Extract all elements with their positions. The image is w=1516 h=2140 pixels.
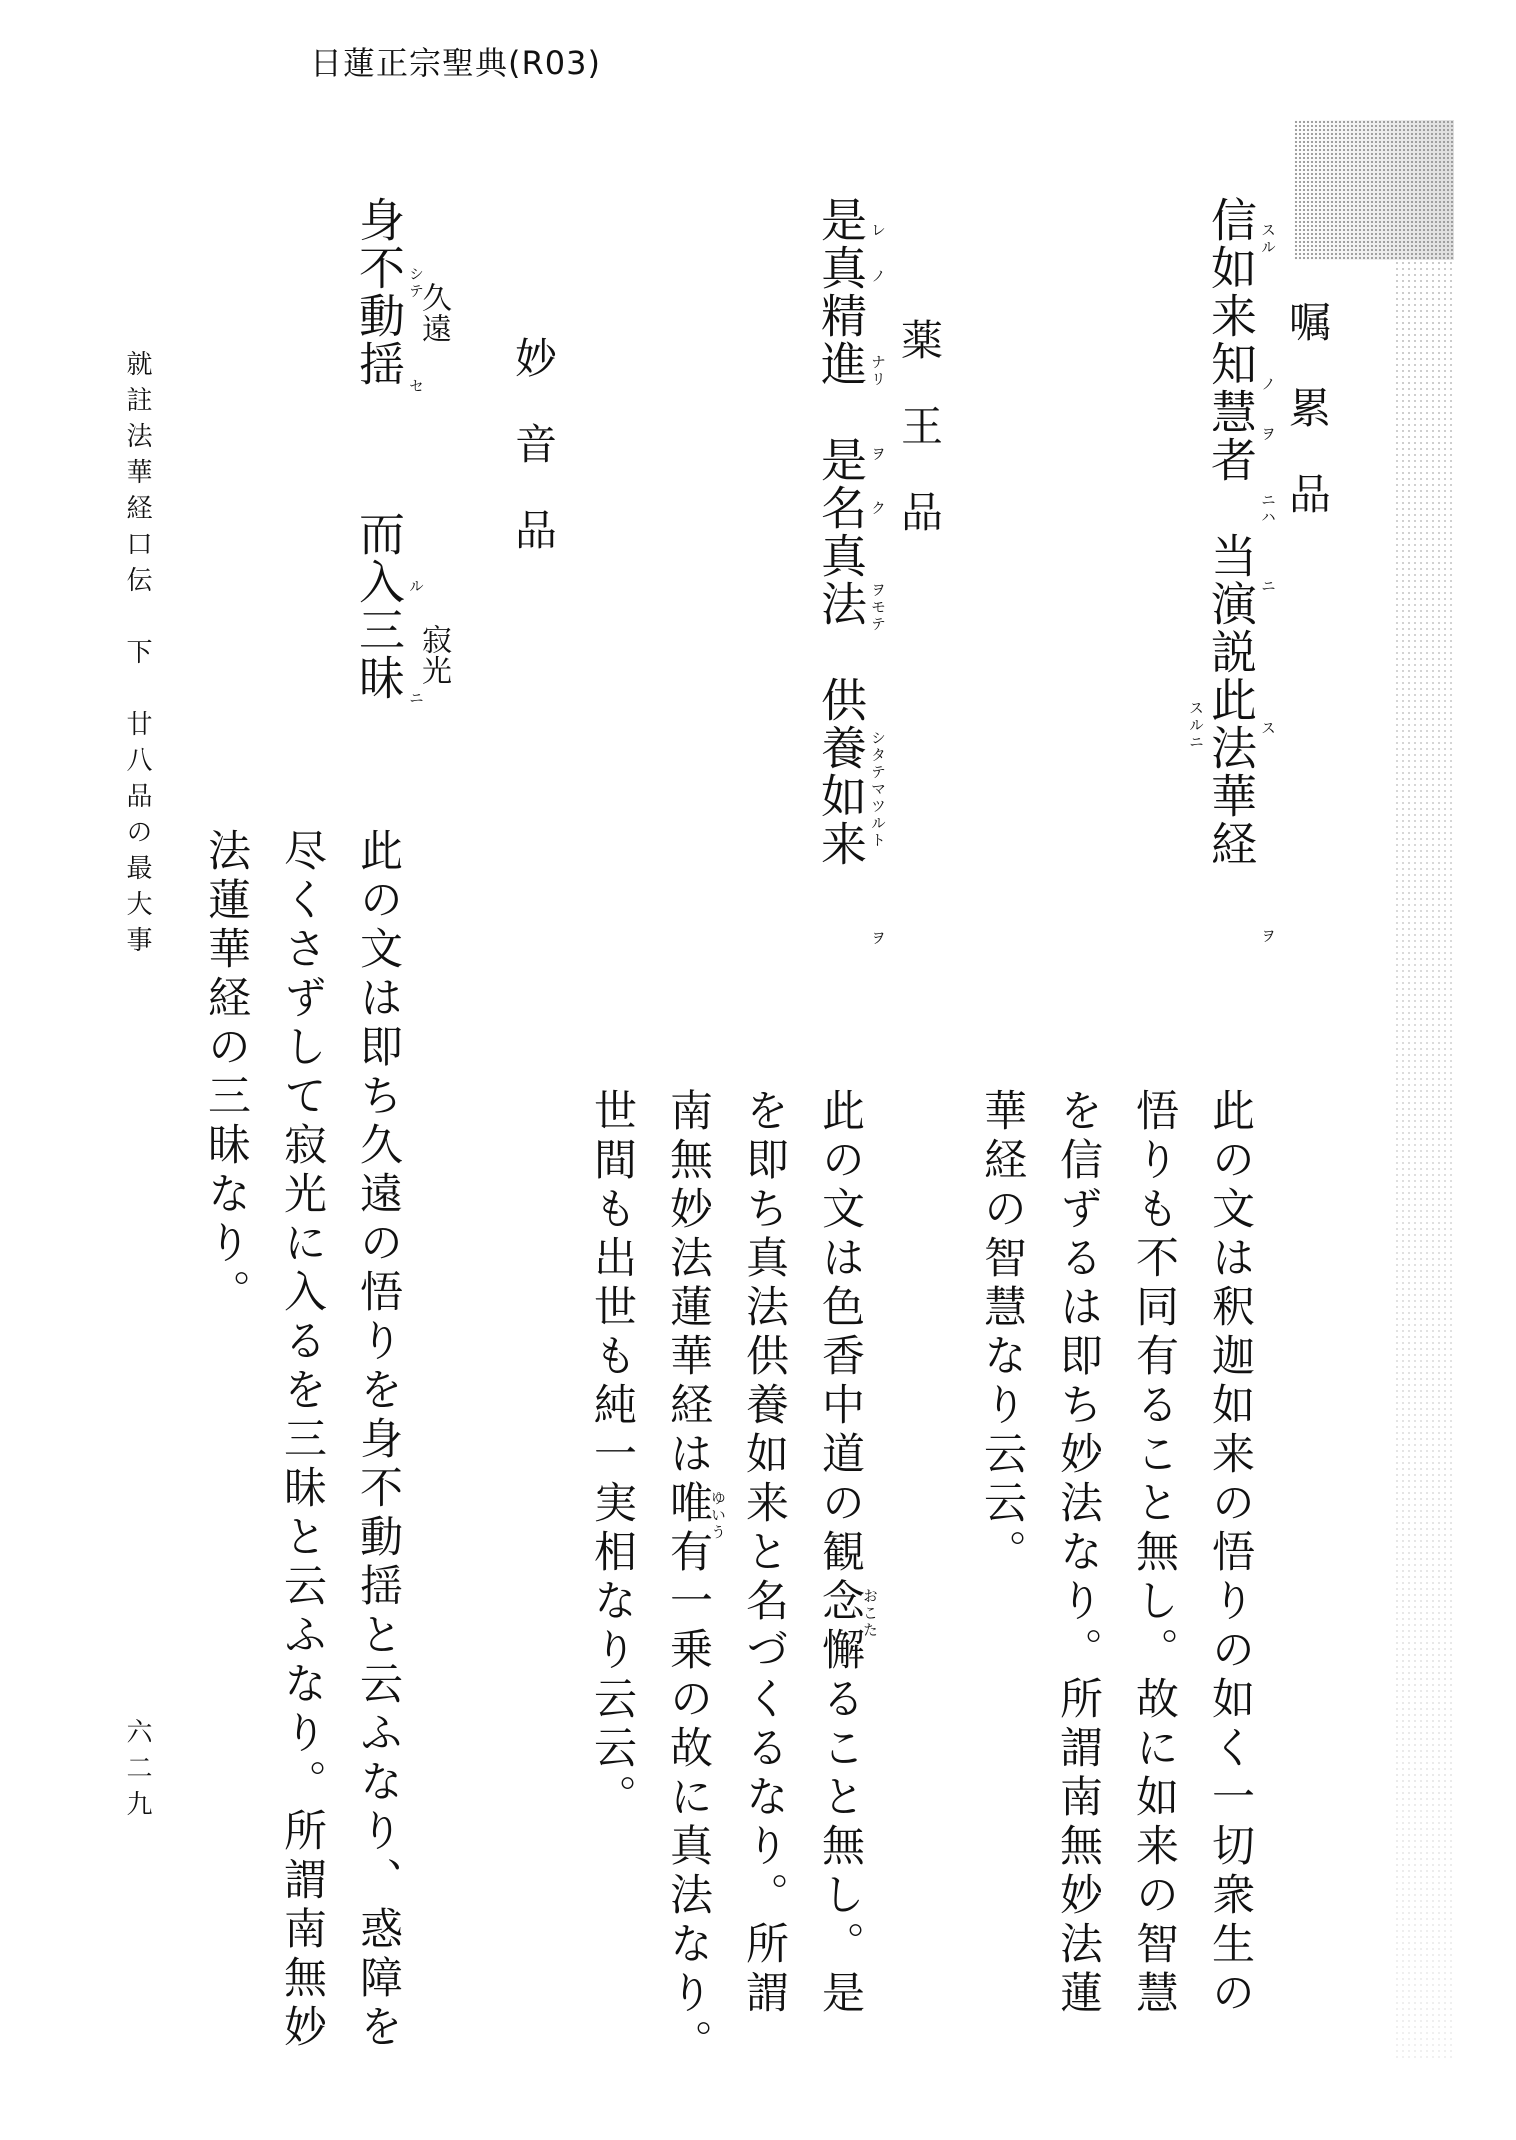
- kunten-zokurui-8: ヲ: [1259, 928, 1277, 945]
- page-number: 六二九: [122, 1718, 152, 1826]
- commentary-yakuo-line-4: 世間も出世も純一実相なり云云。: [587, 1088, 637, 1823]
- kunten-yakuo-2: ノ: [869, 268, 887, 285]
- kunten-zokurui-5: ニ: [1259, 578, 1277, 595]
- kunten-zokurui-1: スル: [1259, 222, 1277, 256]
- commentary-zokurui-line-3: を信ずるは即ち妙法なり。所謂南無妙法蓮: [1053, 1088, 1103, 2019]
- kunten-yakuo-7: シタテマツルト: [869, 730, 887, 849]
- commentary-yakuo-line-3: 南無妙法蓮華経は唯有一乗の故に真法なり。: [663, 1088, 713, 2068]
- kunten-yakuo-8: ヲ: [869, 930, 887, 947]
- commentary-zokurui-line-4: 華経の智慧なり云云。: [977, 1088, 1027, 1578]
- kunten-zokurui-4: ニハ: [1259, 492, 1277, 526]
- section-heading-zokurui: 嘱累品: [1283, 300, 1332, 558]
- commentary-zokurui-line-1: 此の文は釈迦如来の悟りの如く一切衆生の: [1205, 1088, 1255, 2019]
- kunten-zokurui-2: ノ: [1259, 376, 1277, 393]
- commentary-yakuo-line-2: を即ち真法供養如来と名づくるなり。所謂: [739, 1088, 789, 2019]
- commentary-myoon-line-2: 尽くさずして寂光に入るを三昧と云ふなり。所謂南無妙: [277, 828, 327, 2053]
- kunten-yakuo-1: レ: [869, 222, 887, 239]
- document-title: 日蓮正宗聖典(R03): [310, 44, 601, 82]
- kunten-myoon-1: シテ: [407, 266, 425, 300]
- kunten-yakuo-4: ヲ: [869, 446, 887, 463]
- annotation-kuon: 久遠: [416, 282, 451, 344]
- furigana-okotaru: おこた: [861, 1588, 879, 1639]
- scan-edge-dots: [1394, 260, 1454, 2060]
- kunten-myoon-4: ニ: [407, 690, 425, 707]
- kunten-myoon-3: ル: [407, 578, 425, 595]
- commentary-myoon-line-1: 此の文は即ち久遠の悟りを身不動揺と云ふなり、惑障を: [353, 828, 403, 2053]
- scan-edge-shading: [1294, 120, 1454, 260]
- annotation-jakko: 寂光: [416, 624, 451, 686]
- quote-yakuo: 是真精進 是名真法 供養如来: [814, 196, 868, 868]
- section-heading-myoon: 妙音品: [509, 336, 558, 594]
- kunten-myoon-2: セ: [407, 378, 425, 395]
- quote-zokurui: 信如来知慧者 当演説此法華経: [1204, 196, 1258, 868]
- kunten-zokurui-7: スルニ: [1187, 700, 1205, 751]
- quote-myoon-upper: 身不動揺: [352, 196, 406, 388]
- commentary-yakuo-line-1: 此の文は色香中道の観念懈ること無し。是: [815, 1088, 865, 2019]
- kunten-yakuo-5: ク: [869, 500, 887, 517]
- kunten-zokurui-3: ヲ: [1259, 426, 1277, 443]
- quote-myoon-lower: 而入三昧: [352, 510, 406, 702]
- kunten-yakuo-3: ナリ: [869, 354, 887, 388]
- section-heading-yakuo: 薬王品: [895, 318, 944, 576]
- commentary-myoon-line-3: 法蓮華経の三昧なり。: [201, 828, 251, 1318]
- furigana-yuiu: ゆいう: [709, 1490, 727, 1541]
- running-title: 就註法華経口伝 下 廿八品の最大事: [122, 350, 152, 962]
- kunten-yakuo-6: ヲモテ: [869, 582, 887, 633]
- commentary-zokurui-line-2: 悟りも不同有ること無し。故に如来の智慧: [1129, 1088, 1179, 2019]
- kunten-zokurui-6: ス: [1259, 720, 1277, 737]
